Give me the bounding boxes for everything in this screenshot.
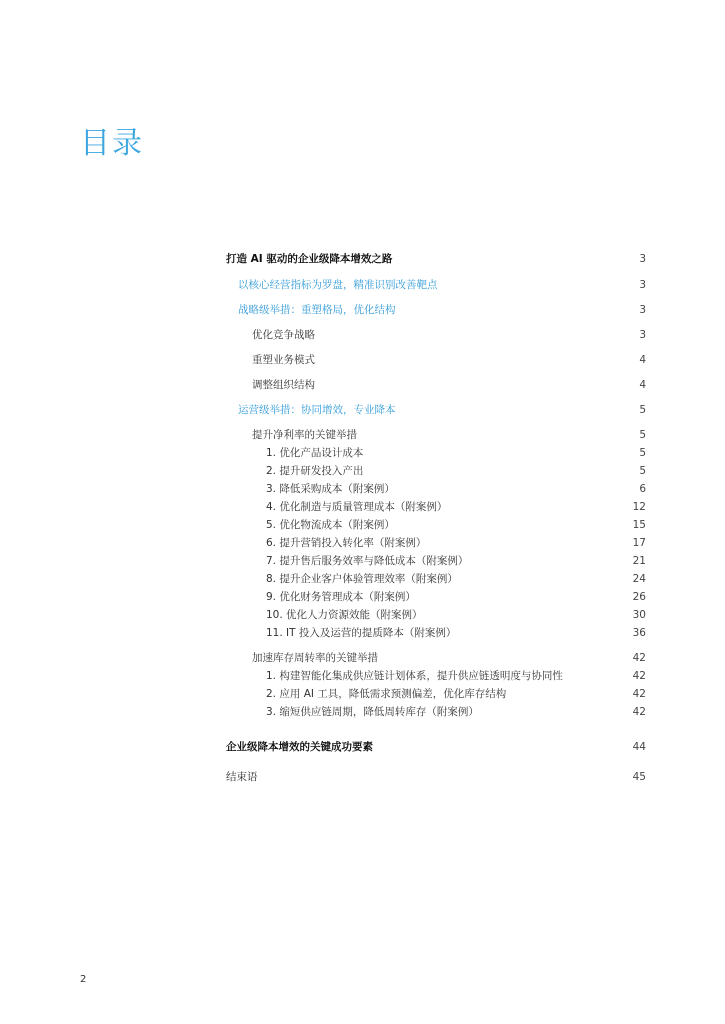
- toc-entry-page: 3: [639, 304, 646, 316]
- toc-entry-label: 4. 优化制造与质量管理成本（附案例）: [266, 501, 448, 513]
- toc-entry-page: 24: [632, 573, 646, 585]
- toc-entry-label: 重塑业务模式: [252, 354, 315, 366]
- toc-entry-label: 5. 优化物流成本（附案例）: [266, 519, 395, 531]
- toc-entry-page: 42: [632, 670, 646, 682]
- toc-entry-page: 5: [639, 429, 646, 441]
- toc-entry-page: 42: [632, 652, 646, 664]
- toc-entry-label: 10. 优化人力资源效能（附案例）: [266, 609, 423, 621]
- toc-entry-page: 36: [632, 627, 646, 639]
- toc-entry-page: 44: [632, 741, 646, 753]
- toc-entry-page: 5: [639, 404, 646, 416]
- toc-entry-label: 战略级举措：重塑格局，优化结构: [238, 304, 396, 316]
- toc-entry-label: 3. 缩短供应链周期，降低周转库存（附案例）: [266, 706, 479, 718]
- page-title: 目录: [80, 126, 144, 161]
- toc-entry-page: 15: [632, 519, 646, 531]
- toc-entry-label: 以核心经营指标为罗盘，精准识别改善靶点: [238, 279, 438, 291]
- toc-entry-label: 1. 优化产品设计成本: [266, 447, 364, 459]
- toc-entry-label: 1. 构建智能化集成供应链计划体系，提升供应链透明度与协同性: [266, 670, 563, 682]
- toc-entry-label: 优化竞争战略: [252, 329, 315, 341]
- toc-entry-page: 3: [639, 279, 646, 291]
- toc-entry-label: 2. 提升研发投入产出: [266, 465, 364, 477]
- toc-entry-page: 12: [632, 501, 646, 513]
- toc-entry-page: 5: [639, 465, 646, 477]
- toc-entry-page: 5: [639, 447, 646, 459]
- toc-entry-page: 42: [632, 706, 646, 718]
- toc-entry-page: 26: [632, 591, 646, 603]
- toc-entry-page: 4: [639, 354, 646, 366]
- toc-entry-label: 企业级降本增效的关键成功要素: [226, 741, 373, 753]
- toc-entry-label: 提升净利率的关键举措: [252, 429, 357, 441]
- toc-entry-label: 加速库存周转率的关键举措: [252, 652, 378, 664]
- toc-entry-label: 7. 提升售后服务效率与降低成本（附案例）: [266, 555, 469, 567]
- toc-entry-label: 调整组织结构: [252, 379, 315, 391]
- toc-entry-label: 11. IT 投入及运营的提质降本（附案例）: [266, 627, 457, 639]
- toc-entry-page: 6: [639, 483, 646, 495]
- toc-entry-page: 42: [632, 688, 646, 700]
- toc-entry-label: 运营级举措：协同增效，专业降本: [238, 404, 396, 416]
- page-number: 2: [80, 974, 87, 985]
- toc-entry-label: 8. 提升企业客户体验管理效率（附案例）: [266, 573, 458, 585]
- toc-entry-page: 4: [639, 379, 646, 391]
- toc-entry-page: 3: [639, 253, 646, 265]
- toc-entry-page: 30: [632, 609, 646, 621]
- toc-entry-page: 17: [632, 537, 646, 549]
- toc-entry-page: 45: [632, 771, 646, 783]
- toc-entry-label: 结束语: [226, 771, 258, 783]
- toc-entry-label: 3. 降低采购成本（附案例）: [266, 483, 395, 495]
- toc-entry-page: 3: [639, 329, 646, 341]
- toc-entry-label: 6. 提升营销投入转化率（附案例）: [266, 537, 427, 549]
- toc-entry-label: 9. 优化财务管理成本（附案例）: [266, 591, 416, 603]
- toc-entry-label: 2. 应用 AI 工具，降低需求预测偏差，优化库存结构: [266, 688, 507, 700]
- toc-entry-label: 打造 AI 驱动的企业级降本增效之路: [226, 253, 393, 265]
- toc-entry-page: 21: [632, 555, 646, 567]
